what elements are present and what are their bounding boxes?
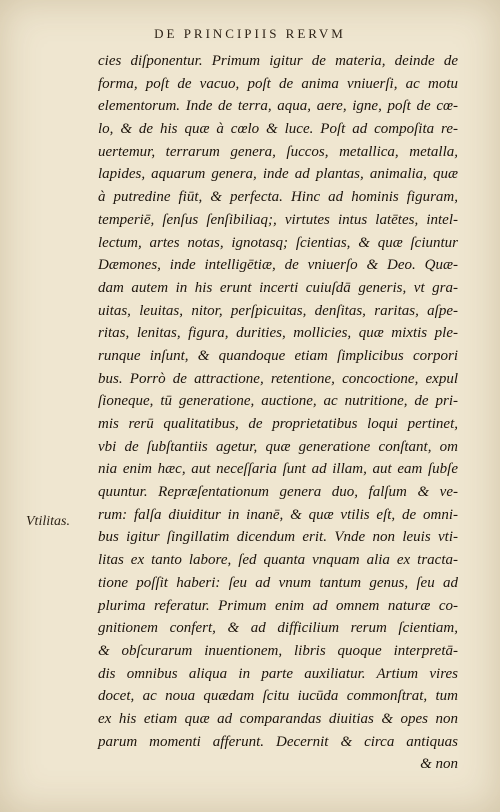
text-line: nia enim hæc, aut neceſſaria ſunt ad illam, aut eam ſubſe (98, 461, 458, 478)
text-line: Dæmones, inde intelligētiæ, de vniuerſo & Deo. Quæ- (98, 257, 458, 274)
text-line: bus. Porrò de attractione, retentione, concoctione, expul (98, 370, 458, 387)
text-line: & obſcurarum inuentionem, libris quoque interpretā- (98, 642, 458, 659)
text-line: lo, & de his quæ à cœlo & luce. Poſt ad compoſita re- (98, 121, 458, 138)
text-line: gnitionem confert, & ad difficilium rerum ſcientiam, (98, 620, 458, 637)
text-line: uitas, leuitas, nitor, perſpicuitas, denſitas, raritas, aſpe- (98, 302, 458, 319)
text-line: lectum, artes notas, ignotasq; ſcientias, & quæ ſciuntur (98, 234, 458, 251)
text-line: litas ex tanto labore, ſed quanta vnquam alia ex tracta- (98, 552, 458, 569)
text-line: ex his etiam quæ ad comparandas diuitias & opes non (98, 710, 458, 727)
text-line: temperiē, ſenſus ſenſibiliaq;, virtutes intus latētes, intel- (98, 211, 458, 228)
text-line: mis rerū qualitatibus, de proprietatibus loqui pertinet, (98, 416, 458, 432)
text-line: à putredine fiūt, & perfecta. Hinc ad hominis figuram, (98, 189, 458, 206)
text-line: vbi de ſubſtantiis agetur, quæ generatione conſtant, om (98, 438, 458, 455)
text-line: docet, ac noua quædam ſcitu iucūda commonſtrat, tum (98, 688, 458, 705)
text-line: dam autem in his erunt incerti cuiuſdā generis, vt gra- (98, 279, 458, 296)
running-head: DE PRINCIPIIS RERVM (154, 26, 346, 41)
catchword: & non (420, 756, 458, 773)
text-line: cies diſponentur. Primum igitur de materia, deinde de (98, 53, 458, 69)
margin-note: Vtilitas. (26, 514, 70, 529)
text-line: ſioneque, tū generatione, auctione, ac nutritione, de pri- (98, 393, 458, 410)
text-line: uertemur, terrarum genera, ſuccos, metallica, metalla, (98, 143, 458, 160)
text-line: rum: falſa diuiditur in inanē, & quæ vtilis eſt, de omni- (98, 506, 458, 523)
text-line: dis omnibus aliqua in parte auxiliatur. Artium vires (98, 665, 458, 682)
text-line: ritas, lenitas, figura, durities, mollicies, quæ mixtis ple- (98, 325, 458, 342)
text-line: bus igitur ſingillatim dicendum erit. Vnde non leuis vti- (98, 529, 458, 546)
text-line: elementorum. Inde de terra, aqua, aere, igne, poſt de cœ- (98, 98, 458, 115)
text-line: tione poſſit haberi: ſeu ad vnum tantum genus, ſeu ad (98, 574, 458, 591)
text-line: quuntur. Repræſentationum genera duo, falſum & ve- (98, 484, 458, 501)
body-text (98, 50, 458, 776)
text-line: parum momenti afferunt. Decernit & circa antiquas (98, 733, 458, 750)
text-line: lapides, aquarum genera, inde ad plantas, animalia, quæ (98, 166, 458, 183)
text-line: plurima referatur. Primum enim ad omnem naturæ co- (98, 597, 458, 614)
text-line: forma, poſt de vacuo, poſt de anima vniuerſi, ac motu (98, 75, 458, 92)
text-line: runque inſunt, & quandoque etiam ſimplicibus corpori (98, 347, 458, 364)
